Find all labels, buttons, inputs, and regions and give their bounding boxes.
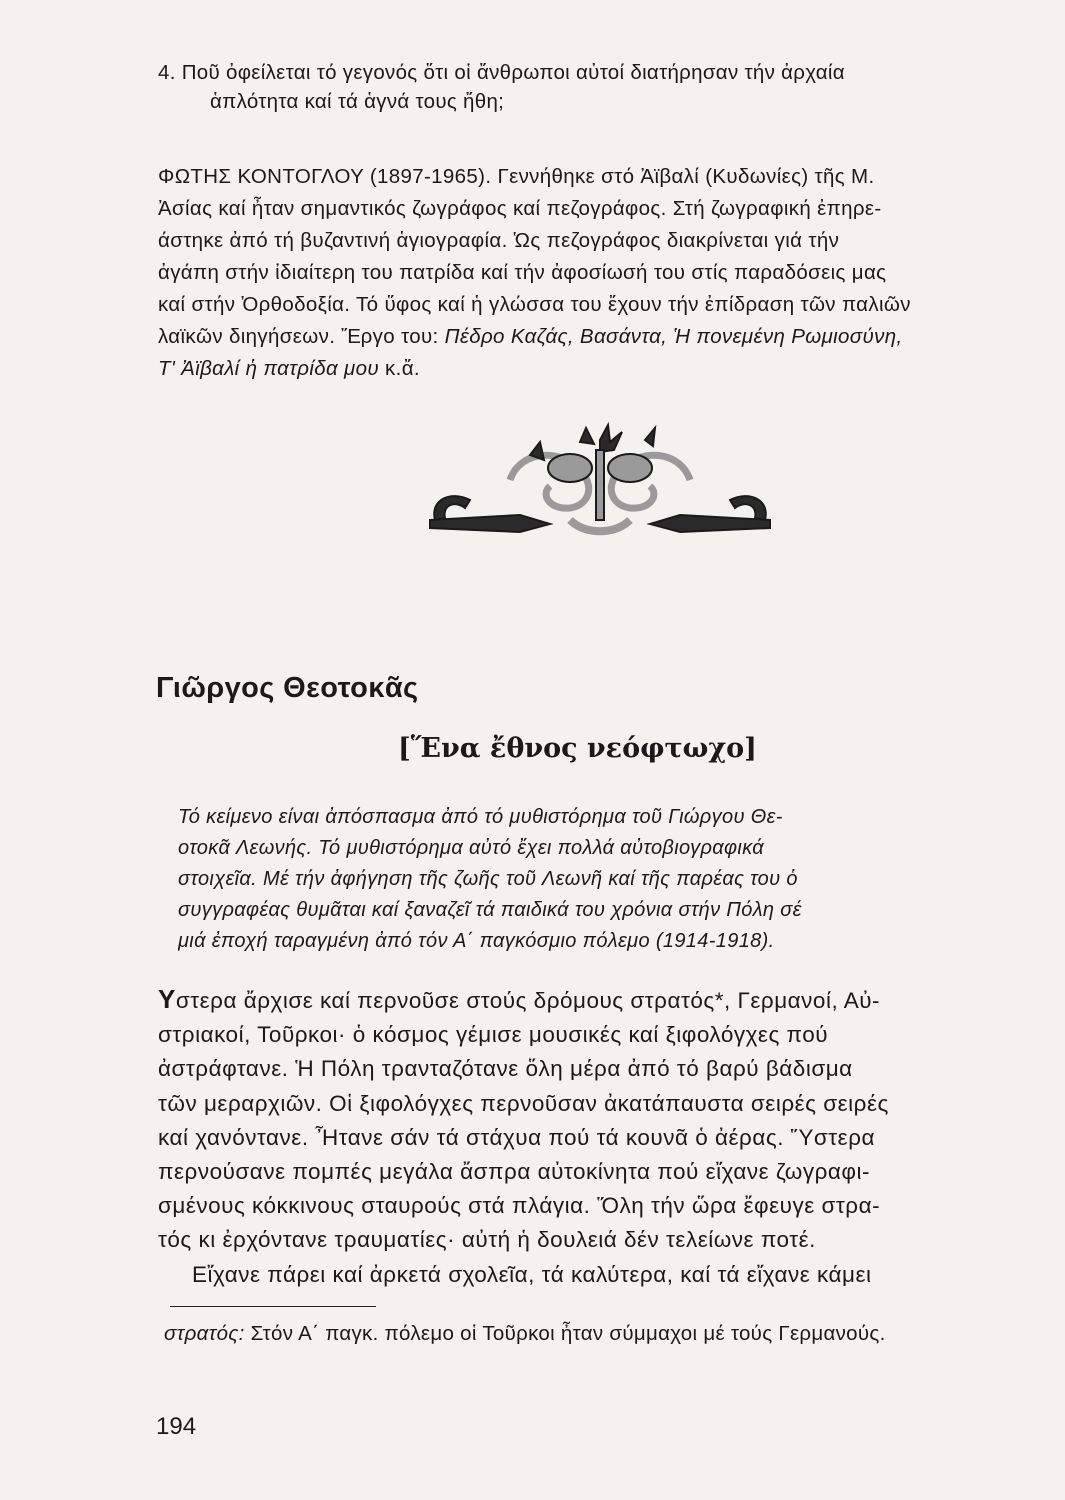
intro-line: οτοκᾶ Λεωνής. Τό μυθιστόρημα αὐτό ἔχει πολλά αὐτοβιογραφικά [178, 837, 765, 859]
main-line-text: στερα ἄρχισε καί περνοῦσε στούς δρόμους στρατός*, Γερμανοί, Αὐ- [175, 988, 881, 1013]
bio-works-suffix: κ.ἄ. [379, 357, 420, 380]
main-line: Εἴχανε πάρει καί ἀρκετά σχολεῖα, τά καλύτερα, καί τά εἴχανε κάμει [192, 1261, 872, 1287]
main-line: στριακοί, Τοῦρκοι· ὁ κόσμος γέμισε μουσικές καί ξιφολόγχες πού [158, 1022, 829, 1048]
intro-line: Τό κείμενο είναι ἀπόσπασμα ἀπό τό μυθιστόρημα τοῦ Γιώργου Θε- [178, 806, 783, 828]
intro-line: μιά ἐποχή ταραγμένη ἀπό τόν Α΄ παγκόσμιο πόλεμο (1914-1918). [178, 930, 775, 952]
main-text [158, 982, 1013, 1292]
drop-cap: Υ [158, 984, 176, 1014]
bio-works-line [158, 321, 1013, 353]
page-number: 194 [156, 1413, 197, 1440]
bio-line: άστηκε ἀπό τή βυζαντινή ἁγιογραφία. Ὡς πεζογράφος διακρίνεται γιά τήν [158, 229, 840, 252]
bio-works-titles: Τ' Ἀϊβαλί ἡ πατρίδα μου [158, 357, 380, 380]
main-line: τῶν μεραρχιῶν. Οἱ ξιφολόγχες περνοῦσαν ἀκατάπαυστα σειρές σειρές [158, 1090, 889, 1116]
bio-line: ΦΩΤΗΣ ΚΟΝΤΟΓΛΟΥ (1897-1965). Γεννήθηκε στό Ἀϊβαλί (Κυδωνίες) τῆς Μ. [158, 165, 875, 188]
bio-line: ἀγάπη στήν ἰδιαίτερη του πατρίδα καί τήν ἀφοσίωσή του στίς παραδόσεις μας [158, 261, 887, 284]
footnote-divider [170, 1306, 376, 1307]
author-heading: Γιῶργος Θεοτοκᾶς [156, 672, 419, 704]
main-line: περνούσανε πομπές μεγάλα ἄσπρα αὐτοκίνητα πού εἴχανε ζωγραφι- [158, 1159, 870, 1185]
footnote-term: στρατός: [164, 1322, 245, 1345]
excerpt-introduction [178, 802, 1013, 957]
question-line: 4. Ποῦ ὀφείλεται τό γεγονός ὅτι οἱ ἄνθρωποι αὐτοί διατήρησαν τήν ἀρχαία [158, 61, 845, 84]
decorative-ornament-icon [410, 420, 790, 550]
footnote-text: Στόν Α΄ παγκ. πόλεμο οἱ Τοῦρκοι ἦταν σύμμαχοι μέ τούς Γερμανούς. [244, 1322, 886, 1345]
intro-line: στοιχεῖα. Μέ τήν ἀφήγηση τῆς ζωῆς τοῦ Λεωνῆ καί τῆς παρέας του ὁ [178, 868, 798, 890]
bio-line: Ἀσίας καί ἦταν σημαντικός ζωγράφος καί πεζογράφος. Στή ζωγραφική ἐπηρε- [158, 197, 882, 220]
footnote [164, 1322, 886, 1346]
intro-line: συγγραφέας θυμᾶται καί ξαναζεῖ τά παιδικά του χρόνια στήν Πόλη σέ [178, 899, 802, 921]
study-question [158, 58, 1013, 116]
bio-works-line [158, 353, 1013, 385]
main-line: σμένους κόκκινους σταυρούς στά πλάγια. Ὅλη τήν ὥρα ἔφευγε στρα- [158, 1193, 881, 1219]
main-line [158, 982, 1013, 1018]
main-line: καί χανόντανε. Ἦτανε σάν τά στάχυα πού τά κουνᾶ ὁ ἀέρας. Ὕστερα [158, 1124, 876, 1150]
main-line: ἀστράφτανε. Ἡ Πόλη τρανταζότανε ὅλη μέρα ἀπό τό βαρύ βάδισμα [158, 1056, 853, 1082]
bio-line: καί στήν Ὀρθοδοξία. Τό ὕφος καί ἡ γλώσσα του ἔχουν τήν ἐπίδραση τῶν παλιῶν [158, 293, 911, 316]
bio-works-titles: Πέδρο Καζάς, Βασάντα, Ἡ πονεμένη Ρωμιοσύνη, [444, 325, 903, 348]
main-line: τός κι ἐρχόντανε τραυματίες· αὐτή ἡ δουλειά δέν τελείωνε ποτέ. [158, 1227, 816, 1253]
question-line: ἁπλότητα καί τά ἁγνά τους ἤθη; [210, 90, 505, 113]
excerpt-title: [Ἕνα ἔθνος νεόφτωχο] [398, 733, 757, 764]
author-bio-kontoglou [158, 161, 1013, 385]
bio-works-prefix: λαϊκῶν διηγήσεων. Ἔργο του: [158, 325, 445, 348]
